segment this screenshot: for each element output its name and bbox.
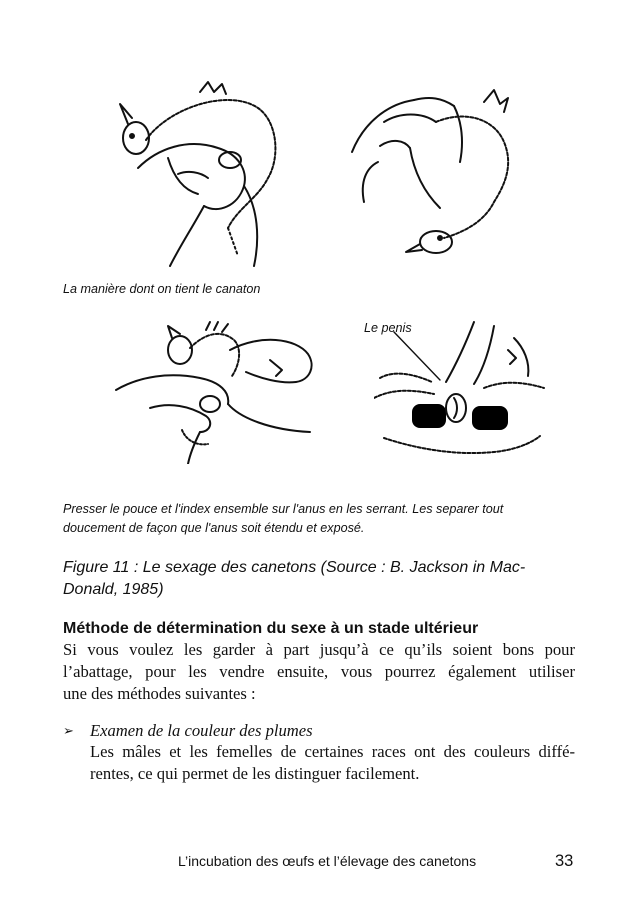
bullet-text-line: Les mâles et les femelles de certaines races ont des couleurs diffé- <box>90 742 575 761</box>
paragraph-line: une des méthodes suivantes : <box>63 684 256 703</box>
illustration-hand-holding-duckling-left <box>108 78 300 270</box>
page-number: 33 <box>555 852 574 870</box>
bullet-title: Examen de la couleur des plumes <box>90 721 313 740</box>
paragraph-line: Si vous voulez les garder à part jusqu’à ce qu’ils soient bons pour <box>63 640 575 659</box>
bullet-marker: ➢ <box>63 724 74 739</box>
section-heading: Méthode de détermination du sexe à un stade ultérieur <box>63 620 479 637</box>
bullet-text <box>90 741 575 785</box>
caption-pressing-line2: doucement de façon que l'anus soit étendu et exposé. <box>63 521 365 535</box>
section-paragraph <box>63 639 575 705</box>
illustration-hand-holding-duckling-right <box>344 82 520 260</box>
figure-title-line2: Donald, 1985) <box>63 581 164 598</box>
caption-holding-method: La manière dont on tient le canaton <box>63 282 261 296</box>
paragraph-line: l’abattage, pour les vendre ensuite, vous pourrez également utiliser <box>63 662 575 681</box>
illustration-exposed-vent <box>374 318 550 474</box>
figure-title <box>63 557 583 601</box>
bullet-text-line: rentes, ce qui permet de les distinguer facilement. <box>90 764 420 783</box>
label-penis: Le penis <box>364 321 412 335</box>
figure-title-line1: Figure 11 : Le sexage des canetons (Source : B. Jackson in Mac- <box>63 559 526 576</box>
footer-title: L’incubation des œufs et l’élevage des canetons <box>178 853 477 869</box>
illustration-pressing-fingers <box>110 320 320 464</box>
caption-pressing-line1: Presser le pouce et l'index ensemble sur l'anus en les serrant. Les separer tout <box>63 502 504 516</box>
